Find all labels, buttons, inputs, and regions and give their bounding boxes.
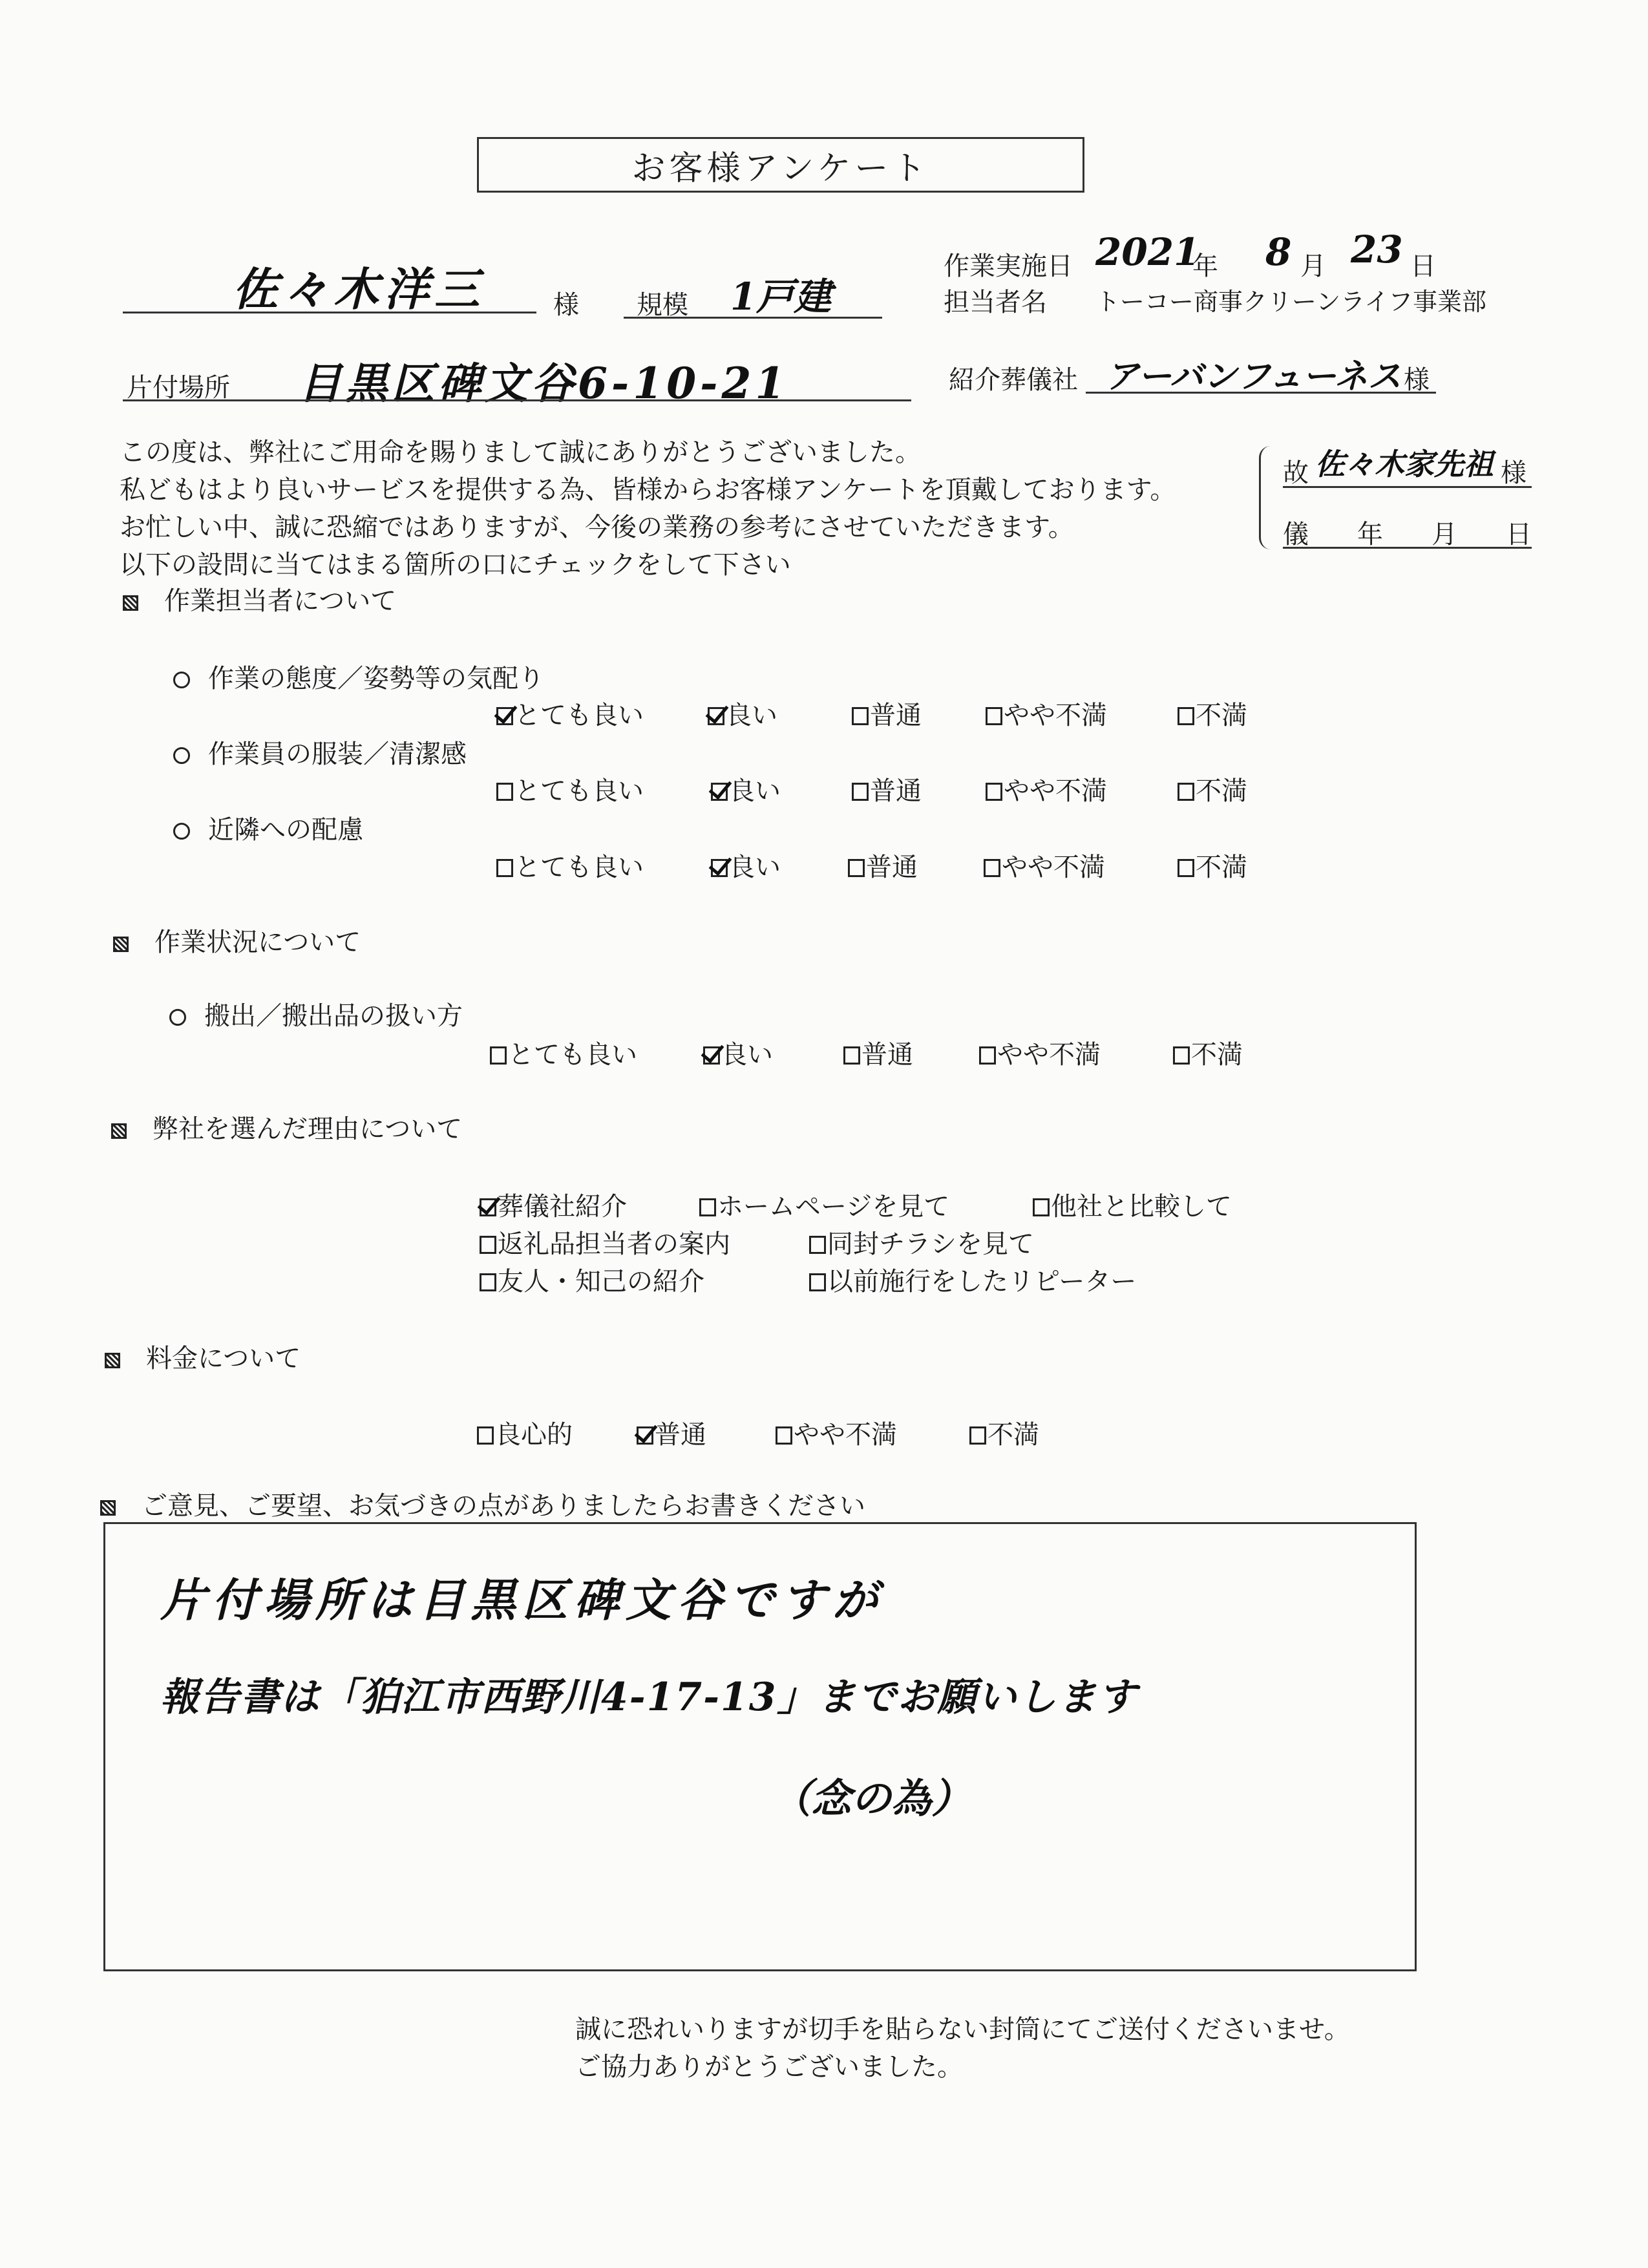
- price-reasonable[interactable]: 良心的: [477, 1414, 573, 1451]
- survey-title: お客様アンケート: [477, 137, 1084, 193]
- section-mark-icon: [100, 1500, 116, 1516]
- question-neighbor-care: 近隣への配慮: [173, 809, 363, 846]
- customer-name-underline: [123, 312, 536, 313]
- option-very-good[interactable]: とても良い: [496, 695, 644, 732]
- deceased-brace: [1259, 446, 1276, 549]
- checkbox-icon[interactable]: [480, 1236, 496, 1254]
- funeral-suffix: 様: [1404, 365, 1430, 395]
- option-somewhat-bad[interactable]: やや不満: [986, 695, 1107, 732]
- section-work-title: 作業状況について: [113, 922, 361, 959]
- section-mark-icon: [113, 937, 129, 952]
- option-bad[interactable]: 不満: [1178, 770, 1247, 807]
- option-good[interactable]: 良い: [708, 695, 777, 732]
- location-value: 目黒区碑文谷6-10-21: [299, 358, 789, 408]
- checkbox-icon[interactable]: [852, 783, 869, 801]
- section-mark-icon: [111, 1123, 127, 1139]
- checkbox-icon[interactable]: [969, 1426, 986, 1445]
- section-mark-icon: [123, 595, 138, 611]
- reason-friend[interactable]: 友人・知己の紹介: [480, 1261, 704, 1298]
- reason-compared[interactable]: 他社と比較して: [1033, 1186, 1232, 1223]
- intro-line-1: この度は、弊社にご用命を賜りまして誠にありがとうございました。: [120, 438, 921, 467]
- checkbox-icon[interactable]: [477, 1426, 494, 1445]
- scale-value: 1戸建: [730, 275, 832, 319]
- deceased-name: 佐々木家先祖: [1315, 447, 1494, 482]
- checkbox-icon[interactable]: [496, 707, 513, 725]
- checkbox-icon[interactable]: [979, 1046, 996, 1065]
- section-price-title: 料金について: [105, 1338, 301, 1375]
- funeral-label: 紹介葬儀社: [949, 365, 1078, 395]
- question-circle-icon: [173, 672, 190, 688]
- option-normal[interactable]: 普通: [852, 770, 922, 807]
- funeral-value: アーバンフューネス: [1105, 357, 1402, 396]
- comment-line-2: 報告書は「狛江市西野川4-17-13」までお願いします: [160, 1675, 1138, 1720]
- price-normal[interactable]: 普通: [637, 1414, 706, 1451]
- option-somewhat-bad[interactable]: やや不満: [984, 847, 1105, 884]
- location-label: 片付場所: [127, 373, 230, 403]
- ceremony-year-unit: 年: [1357, 520, 1383, 549]
- section-reason-title: 弊社を選んだ理由について: [111, 1108, 462, 1145]
- comment-box[interactable]: [103, 1522, 1417, 1971]
- intro-line-3: お忙しい中、誠に恐縮ではありますが、今後の業務の参考にさせていただきます。: [120, 513, 1074, 542]
- funeral-underline: [1086, 392, 1436, 394]
- question-staff-attitude: 作業の態度／姿勢等の気配り: [173, 658, 544, 695]
- comment-line-1: 片付場所は目黒区碑文谷ですが: [160, 1573, 884, 1627]
- checkbox-icon[interactable]: [699, 1198, 716, 1216]
- checkbox-icon[interactable]: [848, 859, 865, 877]
- checkbox-icon[interactable]: [480, 1198, 496, 1216]
- checkbox-icon[interactable]: [809, 1236, 826, 1254]
- checkbox-icon[interactable]: [1033, 1198, 1050, 1216]
- question-circle-icon: [173, 747, 190, 764]
- reason-homepage[interactable]: ホームページを見て: [699, 1186, 949, 1223]
- reason-funeral-referral[interactable]: 葬儀社紹介: [480, 1186, 627, 1223]
- scale-underline: [624, 317, 882, 319]
- question-staff-clothing: 作業員の服装／清潔感: [173, 734, 467, 770]
- option-very-good[interactable]: とても良い: [490, 1034, 637, 1071]
- work-year: 2021: [1095, 230, 1200, 274]
- option-very-good[interactable]: とても良い: [496, 847, 644, 884]
- ceremony-day-unit: 日: [1506, 520, 1532, 549]
- ceremony-month-unit: 月: [1431, 520, 1457, 549]
- checkbox-icon[interactable]: [986, 783, 1002, 801]
- checkbox-icon[interactable]: [809, 1273, 826, 1291]
- work-month-unit: 月: [1300, 251, 1326, 281]
- checkbox-icon[interactable]: [711, 859, 728, 877]
- checkbox-icon[interactable]: [986, 707, 1002, 725]
- ceremony-underline: [1283, 547, 1532, 549]
- checkbox-icon[interactable]: [1178, 783, 1194, 801]
- question-circle-icon: [169, 1009, 186, 1026]
- customer-suffix: 様: [553, 290, 579, 320]
- scale-label: 規模: [637, 290, 688, 320]
- option-somewhat-bad[interactable]: やや不満: [986, 770, 1107, 807]
- work-month: 8: [1265, 230, 1292, 274]
- question-carry-out: 搬出／搬出品の扱い方: [169, 995, 463, 1032]
- ceremony-label: 儀: [1283, 520, 1309, 549]
- option-bad[interactable]: 不満: [1178, 847, 1247, 884]
- price-somewhat-bad[interactable]: やや不満: [776, 1414, 897, 1451]
- work-year-unit: 年: [1192, 251, 1218, 281]
- question-circle-icon: [173, 823, 190, 840]
- checkbox-icon[interactable]: [1178, 859, 1194, 877]
- option-bad[interactable]: 不満: [1173, 1034, 1243, 1071]
- work-day-unit: 日: [1410, 251, 1436, 281]
- option-very-good[interactable]: とても良い: [496, 770, 644, 807]
- reason-repeater[interactable]: 以前施行をしたリピーター: [809, 1261, 1136, 1298]
- deceased-name-underline: [1283, 486, 1532, 488]
- footer-line-2: ご協力ありがとうございました。: [575, 2052, 963, 2082]
- checkbox-icon[interactable]: [776, 1426, 792, 1445]
- intro-line-2: 私どもはより良いサービスを提供する為、皆様からお客様アンケートを頂戴しております。: [120, 475, 1176, 505]
- checkbox-icon[interactable]: [637, 1426, 653, 1445]
- comment-line-3: （念の為）: [771, 1775, 972, 1822]
- option-normal[interactable]: 普通: [843, 1034, 913, 1071]
- checkbox-icon[interactable]: [496, 783, 513, 801]
- deceased-prefix: 故: [1283, 458, 1309, 488]
- section-comment-title: ご意見、ご要望、お気づきの点がありましたらお書きください: [100, 1485, 865, 1522]
- staff-value: トーコー商事クリーンライフ事業部: [1095, 288, 1486, 316]
- checkbox-icon[interactable]: [496, 859, 513, 877]
- reason-gift-staff[interactable]: 返礼品担当者の案内: [480, 1224, 730, 1260]
- option-somewhat-bad[interactable]: やや不満: [979, 1034, 1101, 1071]
- work-date-label: 作業実施日: [944, 251, 1073, 281]
- option-good[interactable]: 良い: [703, 1034, 773, 1071]
- checkbox-icon[interactable]: [708, 707, 724, 725]
- reason-flyer[interactable]: 同封チラシを見て: [809, 1224, 1034, 1260]
- section-mark-icon: [105, 1353, 120, 1368]
- option-good[interactable]: 良い: [711, 770, 781, 807]
- section-staff-title: 作業担当者について: [123, 580, 396, 617]
- staff-label: 担当者名: [944, 288, 1047, 317]
- checkbox-icon[interactable]: [711, 783, 728, 801]
- option-good[interactable]: 良い: [711, 847, 781, 884]
- checkbox-icon[interactable]: [703, 1046, 720, 1065]
- location-underline: [123, 399, 911, 401]
- option-bad[interactable]: 不満: [1178, 695, 1247, 732]
- option-normal[interactable]: 普通: [852, 695, 922, 732]
- checkbox-icon[interactable]: [490, 1046, 507, 1065]
- deceased-suffix: 様: [1501, 458, 1527, 488]
- intro-line-4: 以下の設問に当てはまる箇所の口にチェックをして下さい: [120, 550, 791, 580]
- checkbox-icon[interactable]: [1178, 707, 1194, 725]
- work-day: 23: [1351, 228, 1403, 271]
- price-bad[interactable]: 不満: [969, 1414, 1039, 1451]
- checkbox-icon[interactable]: [852, 707, 869, 725]
- checkbox-icon[interactable]: [984, 859, 1000, 877]
- footer-line-1: 誠に恐れいりますが切手を貼らない封筒にてご送付くださいませ。: [575, 2015, 1350, 2044]
- checkbox-icon[interactable]: [480, 1273, 496, 1291]
- checkbox-icon[interactable]: [843, 1046, 860, 1065]
- checkbox-icon[interactable]: [1173, 1046, 1190, 1065]
- option-normal[interactable]: 普通: [848, 847, 918, 884]
- customer-name: 佐々木洋三: [233, 262, 485, 316]
